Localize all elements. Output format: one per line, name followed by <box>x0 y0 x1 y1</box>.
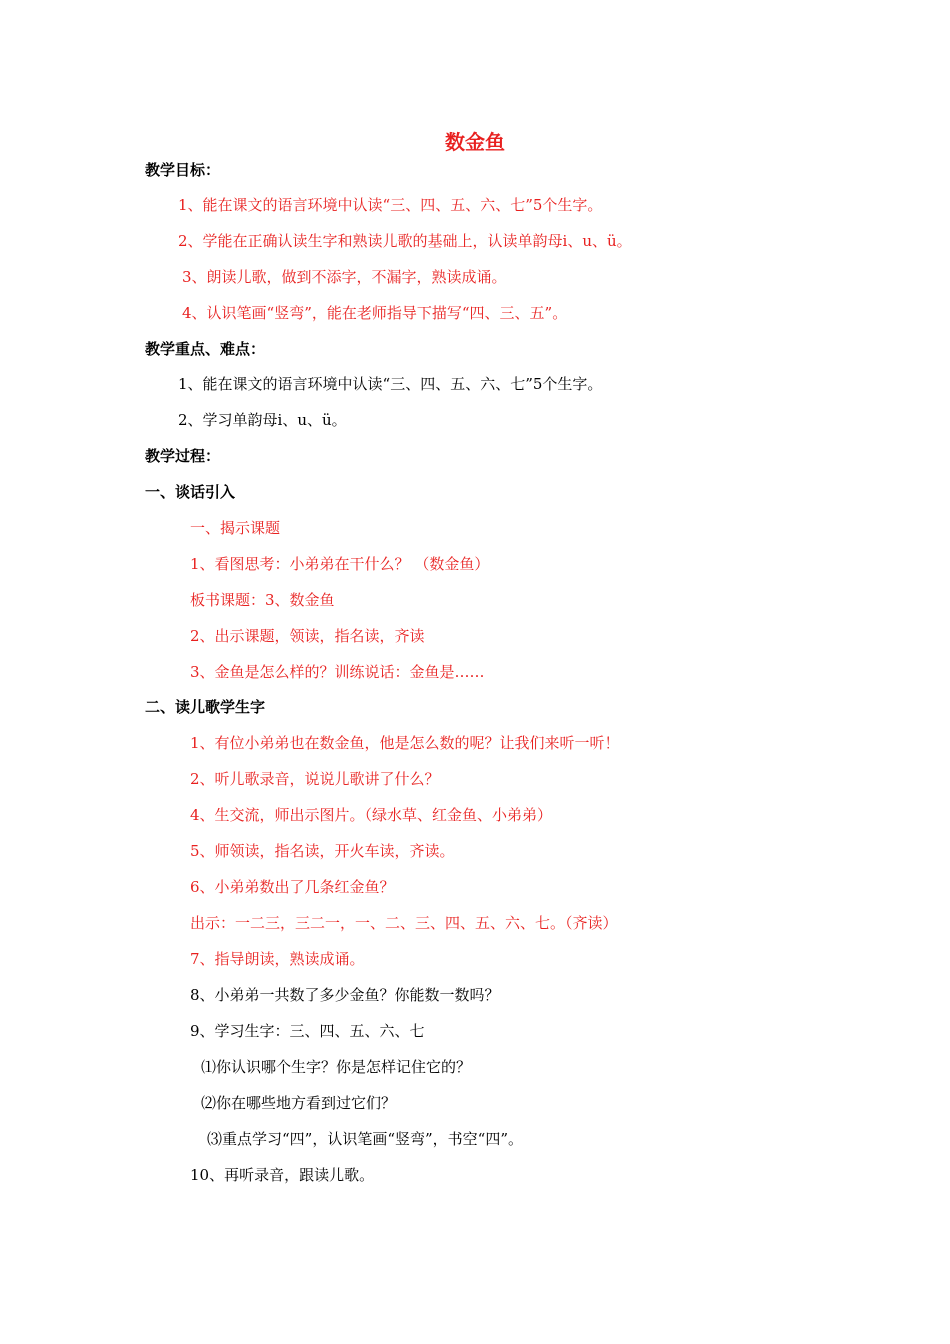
sub-item: ⑶重点学习“四”，认识笔画“竖弯”，书空“四”。 <box>207 1130 524 1148</box>
goal-item: 2、学能在正确认读生字和熟读儿歌的基础上，认读单韵母i、u、ü。 <box>178 232 632 250</box>
sub-item: ⑵你在哪些地方看到过它们？ <box>201 1094 397 1112</box>
section2-item: 1、有位小弟弟也在数金鱼，他是怎么数的呢？让我们来听一听！ <box>190 734 620 752</box>
section1-item: 一、揭示课题 <box>190 519 281 537</box>
section2-item: 5、师领读，指名读，开火车读，齐读。 <box>190 842 455 860</box>
document-title: 数金鱼 <box>445 130 505 154</box>
key-point-item: 2、学习单韵母i、u、ü。 <box>178 411 347 429</box>
key-point-item: 1、能在课文的语言环境中认读“三、四、五、六、七”5个生字。 <box>178 375 603 393</box>
key-points-heading: 教学重点、难点： <box>145 340 266 358</box>
sub-item: ⑴你认识哪个生字？你是怎样记住它的？ <box>201 1058 472 1076</box>
section1-item: 1、看图思考：小弟弟在干什么？ （数金鱼） <box>190 555 490 573</box>
section2-item: 4、生交流，师出示图片。（绿水草、红金鱼、小弟弟） <box>190 806 553 824</box>
section2-item: 9、学习生字：三、四、五、六、七 <box>190 1022 425 1040</box>
section2-item: 2、听儿歌录音，说说儿歌讲了什么？ <box>190 770 440 788</box>
section1-heading: 一、谈话引入 <box>145 483 236 501</box>
goal-item: 3、朗读儿歌，做到不添字，不漏字，熟读成诵。 <box>182 268 507 286</box>
section1-item: 2、出示课题，领读，指名读，齐读 <box>190 627 425 645</box>
section1-item: 板书课题：3、数金鱼 <box>190 591 335 609</box>
section2-item: 出示：一二三，三二一，一、二、三、四、五、六、七。（齐读） <box>190 914 618 932</box>
final-item: 10、再听录音，跟读儿歌。 <box>190 1166 375 1184</box>
section2-item: 7、指导朗读，熟读成诵。 <box>190 950 365 968</box>
goals-heading: 教学目标： <box>145 161 221 179</box>
section2-item: 6、小弟弟数出了几条红金鱼？ <box>190 878 395 896</box>
goal-item: 1、能在课文的语言环境中认读“三、四、五、六、七”5个生字。 <box>178 196 603 214</box>
section2-heading: 二、读儿歌学生字 <box>145 698 266 716</box>
section2-item: 8、小弟弟一共数了多少金鱼？你能数一数吗？ <box>190 986 500 1004</box>
goal-item: 4、认识笔画“竖弯”，能在老师指导下描写“四、三、五”。 <box>182 304 568 322</box>
section1-item: 3、金鱼是怎么样的？训练说话：金鱼是…… <box>190 663 485 681</box>
process-heading: 教学过程： <box>145 447 221 465</box>
